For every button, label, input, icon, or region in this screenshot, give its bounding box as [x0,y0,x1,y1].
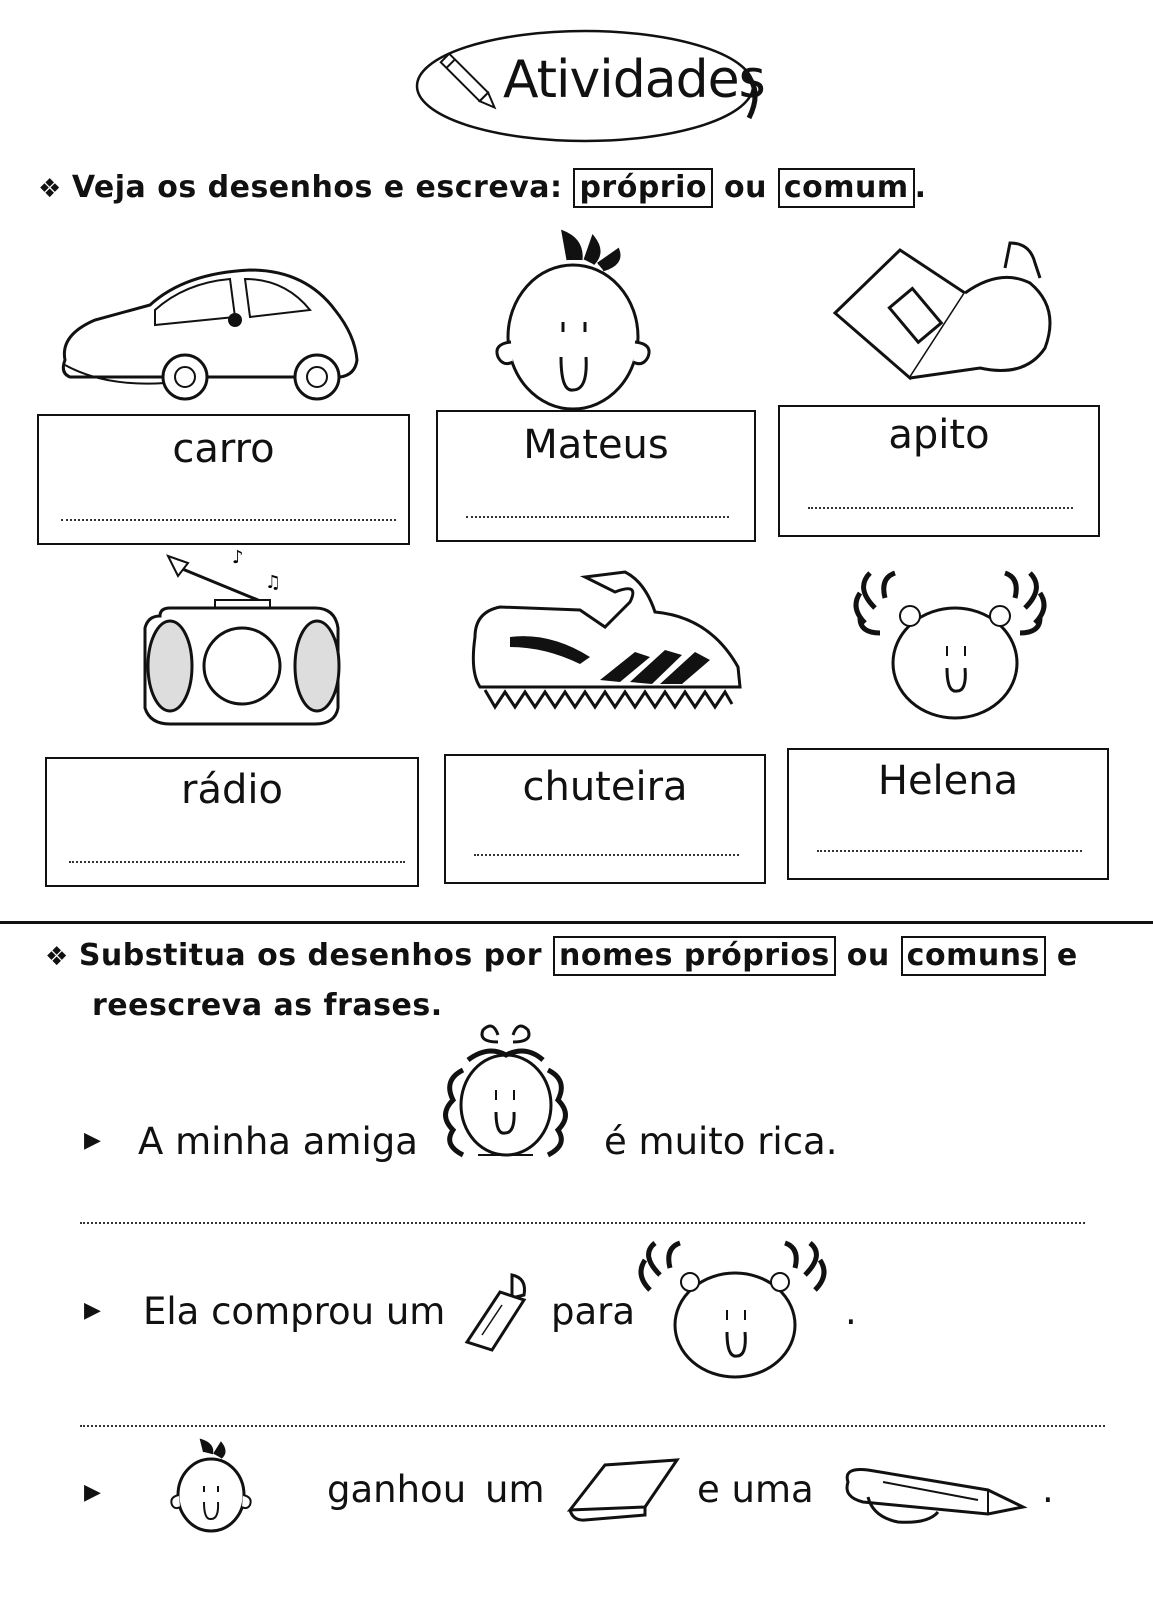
cleat-shoe-icon [470,572,745,717]
curly-girl-face-icon [438,1020,573,1165]
sentence-1-part2: é muito rica. [604,1120,838,1163]
svg-text:♪: ♪ [232,547,244,568]
word-card-radio [45,757,419,887]
card-word: carro [172,426,275,472]
sentence-3-part2: um [485,1468,545,1511]
instruction-2-and: e [1056,938,1078,973]
sentence-2-part1: Ela comprou um [143,1290,446,1333]
keyword-nomes-proprios: nomes próprios [553,936,836,976]
word-card-helena [787,748,1109,880]
keyword-proprio: próprio [573,168,713,208]
diamond-bullet-icon: ❖ [45,942,69,972]
word-card-chuteira [444,754,766,884]
card-word: rádio [181,767,283,813]
triangle-bullet-icon: ▶ [84,1298,101,1323]
instruction-2-text: Substitua os desenhos por [78,938,543,973]
radio-icon [140,548,345,726]
whistle-icon [830,238,1065,398]
word-card-apito [778,405,1100,537]
girl-face-icon [855,568,1050,723]
instruction-2-or: ou [846,938,890,973]
instruction-1-or: ou [723,170,767,205]
page-title: Atividades [503,50,765,110]
lipstick-icon [462,1270,532,1355]
triangle-bullet-icon: ▶ [84,1128,101,1153]
keyword-comum: comum [778,168,915,208]
answer-line[interactable] [69,861,405,863]
sentence-2-part2: para [551,1290,636,1333]
boy-face-icon [493,232,653,412]
instruction-1-text: Veja os desenhos e escreva: [71,170,563,205]
instruction-2-line2: reescreva as frases. [92,988,443,1023]
card-word: chuteira [522,764,688,810]
answer-line[interactable] [466,516,729,518]
pen-icon [838,1462,1033,1527]
eraser-icon [565,1455,685,1525]
sentence-3-part3: e uma [697,1468,814,1511]
card-word: apito [888,412,990,458]
answer-line[interactable] [808,507,1073,509]
section-divider [0,921,1153,924]
diamond-bullet-icon: ❖ [38,174,62,204]
answer-line-1[interactable] [80,1222,1085,1224]
answer-line[interactable] [817,850,1082,852]
svg-text:♫: ♫ [265,572,282,593]
card-word: Mateus [523,422,669,468]
answer-line-2[interactable] [80,1425,1105,1427]
word-card-carro [37,414,410,545]
instruction-1-period: . [914,170,927,205]
sentence-3-part1: ganhou [327,1468,467,1511]
word-card-mateus [436,410,756,542]
car-icon [55,265,365,405]
answer-line[interactable] [474,854,739,856]
instruction-2 [45,936,1078,976]
boy-face-icon [166,1440,256,1532]
sentence-1-part1: A minha amiga [138,1120,418,1163]
title-badge [415,28,770,146]
sentence-2-period: . [845,1290,857,1333]
triangle-bullet-icon: ▶ [84,1480,101,1505]
card-word: Helena [877,758,1019,804]
sentence-3-period: . [1042,1468,1054,1511]
answer-line[interactable] [61,519,396,521]
pencil-icon [441,54,499,112]
girl-face-icon [640,1240,825,1380]
keyword-comuns: comuns [901,936,1046,976]
instruction-1 [38,168,927,208]
